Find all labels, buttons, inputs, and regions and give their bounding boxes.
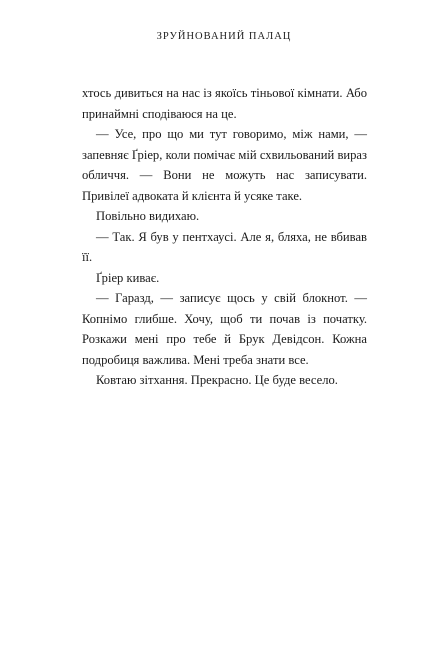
paragraph-5: Ґріер киває. — [96, 270, 160, 285]
running-head: ЗРУЙНОВАНИЙ ПАЛАЦ — [156, 31, 292, 42]
paragraph-7: Ковтаю зітхання. Прекрасно. Це буде весело. — [96, 373, 338, 387]
paragraph-3: Повільно видихаю. — [96, 209, 200, 223]
paragraph-6: — Гаразд, — записує щось у свій блокнот. — Копнімо глибше. Хочу, щоб ти почав із початку. Розкажи мені про тебе й Брук Девідсон. Кожна подробиця важлива. Мені треба знати все. — [82, 291, 367, 367]
paragraph-4: — Так. Я був у пентхаусі. Але я, бляха, не вбивав її. — [82, 229, 367, 264]
body-text — [82, 83, 367, 391]
paragraph-1: хтось дивиться на нас із якоїсь тіньової кімнати. Або принаймні сподіваюся на це. — [82, 86, 367, 121]
paragraph-2: — Усе, про що ми тут говоримо, між нами, — запевняє Ґріер, коли помічає мій схвильований вираз обличчя. — Вони не можуть нас записувати. Привілеї адвоката й клієнта й усяке таке. — [82, 127, 367, 203]
